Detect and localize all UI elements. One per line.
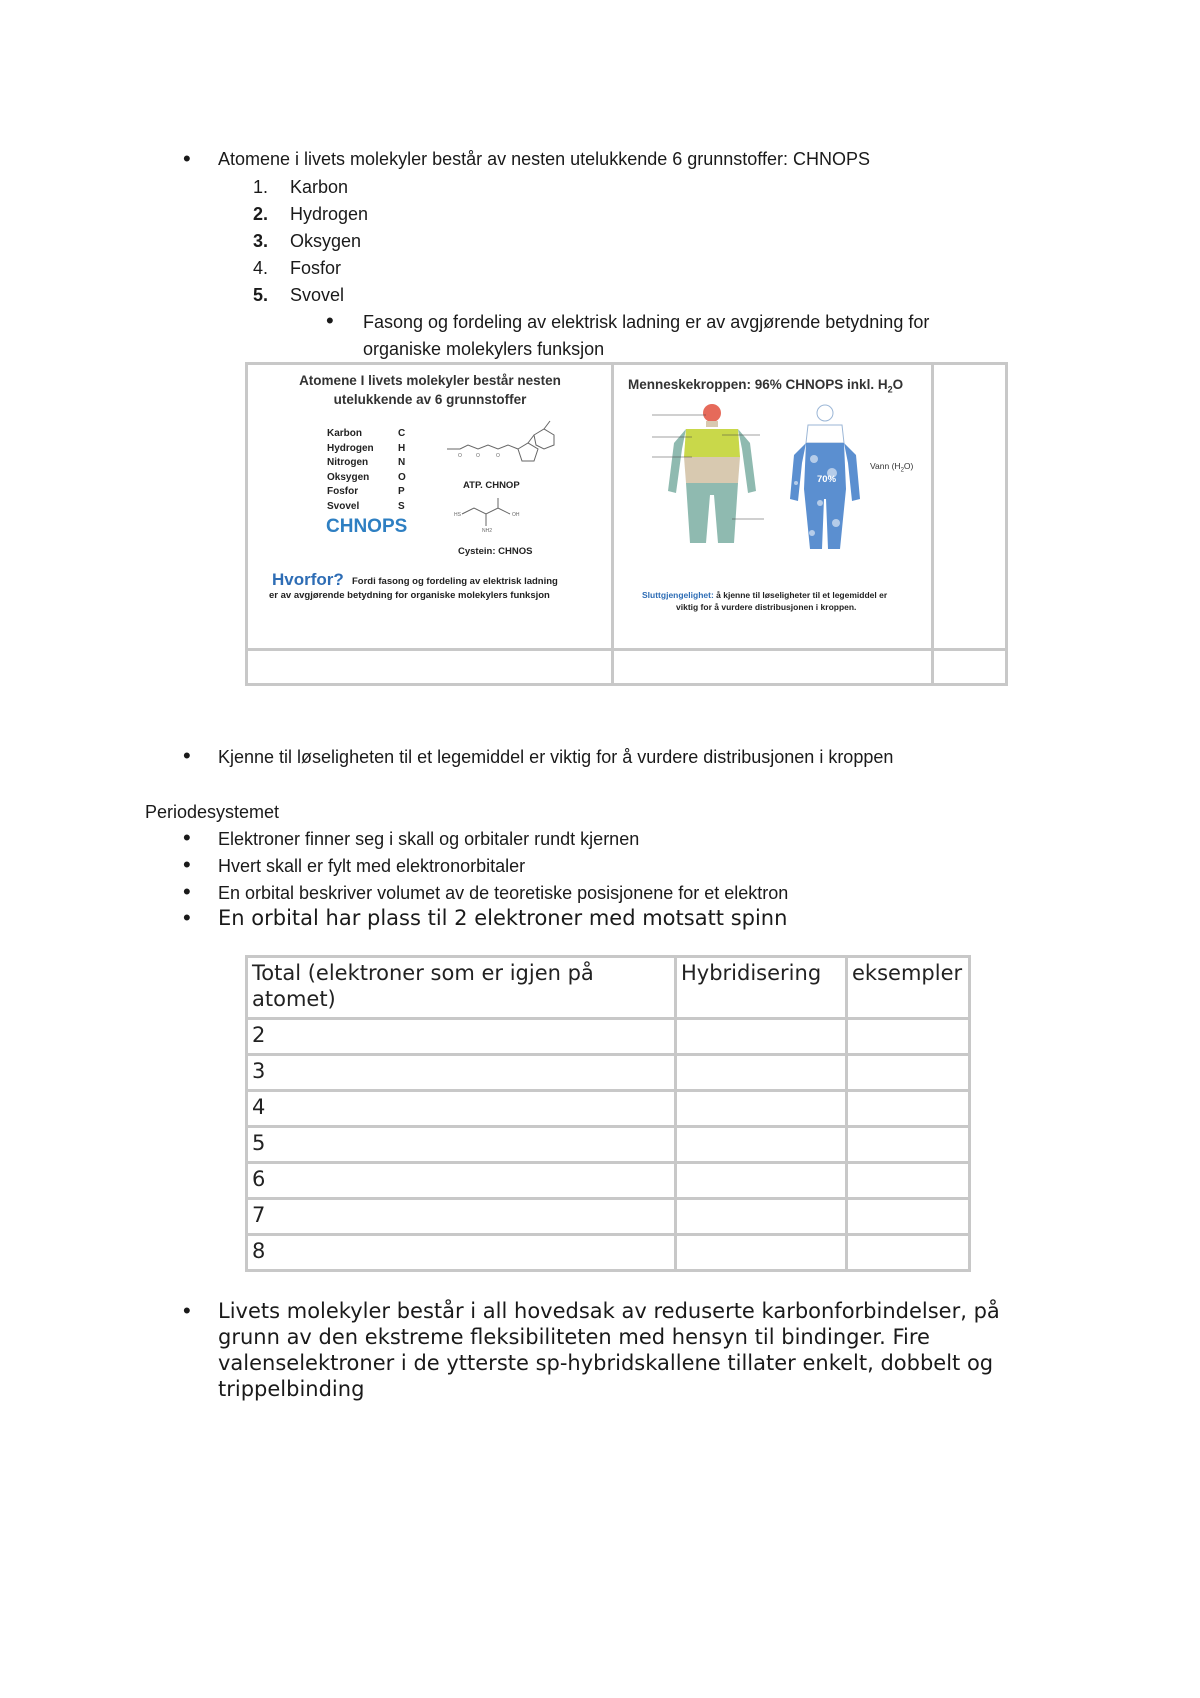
bullet-marker: • (183, 743, 191, 768)
table-cell (676, 1055, 847, 1091)
slide-element-symbol: S (398, 500, 405, 512)
slide-explain-line1: Fordi fasong og fordeling av elektrisk ladning (352, 576, 558, 587)
periodic-bullet-3: En orbital beskriver volumet av de teoretiske posisjonene for et elektron (218, 883, 789, 903)
table-cell (847, 1019, 970, 1055)
list-number: 5. (253, 285, 269, 305)
periodic-bullet-2: Hvert skall er fylt med elektronorbitaler (218, 856, 526, 876)
water-label-sub: 2 (900, 467, 904, 474)
svg-text:O: O (496, 453, 500, 459)
table-cell (847, 1055, 970, 1091)
slide-element-symbol: O (398, 471, 406, 483)
table-cell (676, 1235, 847, 1271)
final-bullet-line3: valenselektroner i de ytterste sp-hybridskallene tillater enkelt, dobbelt og (218, 1351, 994, 1375)
slide-element-name: Karbon (327, 428, 362, 439)
slide-title-line1: Atomene I livets molekyler består nesten (299, 373, 561, 388)
water-percent: 70% (817, 474, 837, 485)
table-cell (847, 1235, 970, 1271)
slide-human-body (616, 369, 928, 645)
table-cell (847, 1091, 970, 1127)
table-row (247, 1163, 970, 1199)
cystein-label: Cystein: CHNOS (458, 546, 533, 557)
bullet-marker: • (183, 1298, 191, 1323)
final-bullet-line2: grunn av den ekstreme fleksibiliteten med hensyn til bindinger. Fire (218, 1325, 930, 1349)
bullet-marker: • (183, 825, 191, 850)
table-cell-total: 7 (247, 1199, 676, 1235)
table-row (247, 1127, 970, 1163)
slide-element-name: Nitrogen (327, 457, 369, 468)
table-cell (676, 1019, 847, 1055)
cystein-molecule-diagram (452, 494, 532, 534)
table-cell-total: 2 (247, 1019, 676, 1055)
atp-molecule-diagram (442, 417, 562, 477)
bullet-marker: • (183, 905, 191, 930)
periodic-bullet-1: Elektroner finner seg i skall og orbitaler rundt kjernen (218, 829, 640, 849)
svg-text:OH: OH (512, 512, 520, 518)
svg-text:O: O (476, 453, 480, 459)
table-cell-total: 6 (247, 1163, 676, 1199)
bullet-marker: • (183, 146, 191, 171)
slide-explain-line2: er av avgjørende betydning for organiske molekylers funksjon (269, 590, 550, 601)
list-number: 3. (253, 231, 269, 251)
list-number: 1. (253, 177, 269, 197)
list-item-svovel: Svovel (290, 285, 345, 305)
final-bullet-line1: Livets molekyler består i all hovedsak av reduserte karbonforbindelser, på (218, 1299, 1000, 1323)
intro-bullet-text: Atomene i livets molekyler består av nesten utelukkende 6 grunnstoffer: CHNOPS (218, 149, 870, 169)
slide-element-symbol: P (398, 486, 405, 497)
slide-title-end: O (892, 377, 904, 392)
water-label-end: O) (903, 461, 914, 471)
slide-chnops-label: CHNOPS (326, 516, 408, 537)
table-cell (847, 1127, 970, 1163)
table-cell (847, 1199, 970, 1235)
slide-element-symbol: H (398, 442, 406, 454)
slide-element-symbol: C (398, 428, 406, 439)
list-item-fosfor: Fosfor (290, 258, 342, 278)
table-row (247, 1235, 970, 1271)
table-cell-total: 3 (247, 1055, 676, 1091)
table-cell-total: 5 (247, 1127, 676, 1163)
slide-title: Menneskekroppen: 96% CHNOPS inkl. H (628, 377, 888, 392)
list-number: 2. (253, 204, 269, 224)
bullet-marker: • (183, 879, 191, 904)
table-row (247, 1091, 970, 1127)
bullet-marker: • (183, 852, 191, 877)
slide-title-line2: utelukkende av 6 grunnstoffer (333, 392, 527, 407)
note-line1: å kjenne til løseligheter til et legemiddel er (713, 590, 888, 600)
table-header-total: Total (elektroner som er igjen på atomet) (247, 957, 676, 1019)
note-line2: viktig for å vurdere distribusjonen i kroppen. (676, 602, 857, 612)
table-cell (847, 1163, 970, 1199)
table-cell-total: 4 (247, 1091, 676, 1127)
water-label: Vann (H (870, 461, 901, 471)
note-highlight: Sluttgjengelighet: (642, 590, 714, 600)
solubility-bullet-text: Kjenne til løseligheten til et legemiddel er viktig for å vurdere distribusjonen i kroppen (218, 747, 894, 767)
bullet-marker: • (326, 308, 334, 333)
slide-element-name: Svovel (327, 500, 360, 512)
list-item-hydrogen: Hydrogen (290, 204, 369, 224)
table-cell (676, 1199, 847, 1235)
table-row (247, 1019, 970, 1055)
human-body-colored-illustration (652, 399, 772, 549)
list-number: 4. (253, 258, 269, 278)
table-cell (676, 1091, 847, 1127)
list-item-karbon: Karbon (290, 177, 349, 197)
svg-text:NH2: NH2 (482, 528, 493, 534)
sub-bullet-line1: Fasong og fordeling av elektrisk ladning er av avgjørende betydning for (363, 312, 930, 332)
table-cell-total: 8 (247, 1235, 676, 1271)
table-cell (676, 1127, 847, 1163)
final-bullet-line4: trippelbinding (218, 1377, 365, 1401)
table-header-hybridisering: Hybridisering (676, 957, 847, 1019)
table-header-row (247, 957, 970, 1019)
slide-element-name: Oksygen (327, 471, 370, 483)
slide-hvorfor: Hvorfor? (272, 570, 344, 589)
table-header-eksempler: eksempler (847, 957, 970, 1019)
slide-element-name: Fosfor (327, 486, 359, 497)
table-row (247, 1055, 970, 1091)
slide-title-sub: 2 (887, 384, 893, 395)
section-heading-periodesystemet: Periodesystemet (145, 802, 280, 822)
sub-bullet-line2: organiske molekylers funksjon (363, 339, 605, 359)
svg-text:O: O (458, 453, 462, 459)
periodic-bullet-4: En orbital har plass til 2 elektroner med motsatt spinn (218, 906, 788, 930)
list-item-oksygen: Oksygen (290, 231, 362, 251)
slide-chnops (252, 369, 608, 645)
atp-label: ATP. CHNOP (463, 480, 520, 491)
hybridisation-table (245, 955, 971, 1272)
table-row (247, 1199, 970, 1235)
slide-element-name: Hydrogen (327, 442, 374, 454)
svg-text:HS: HS (454, 512, 461, 518)
slide-image-table (245, 362, 1008, 686)
table-cell (676, 1163, 847, 1199)
slide-element-symbol: N (398, 457, 406, 468)
